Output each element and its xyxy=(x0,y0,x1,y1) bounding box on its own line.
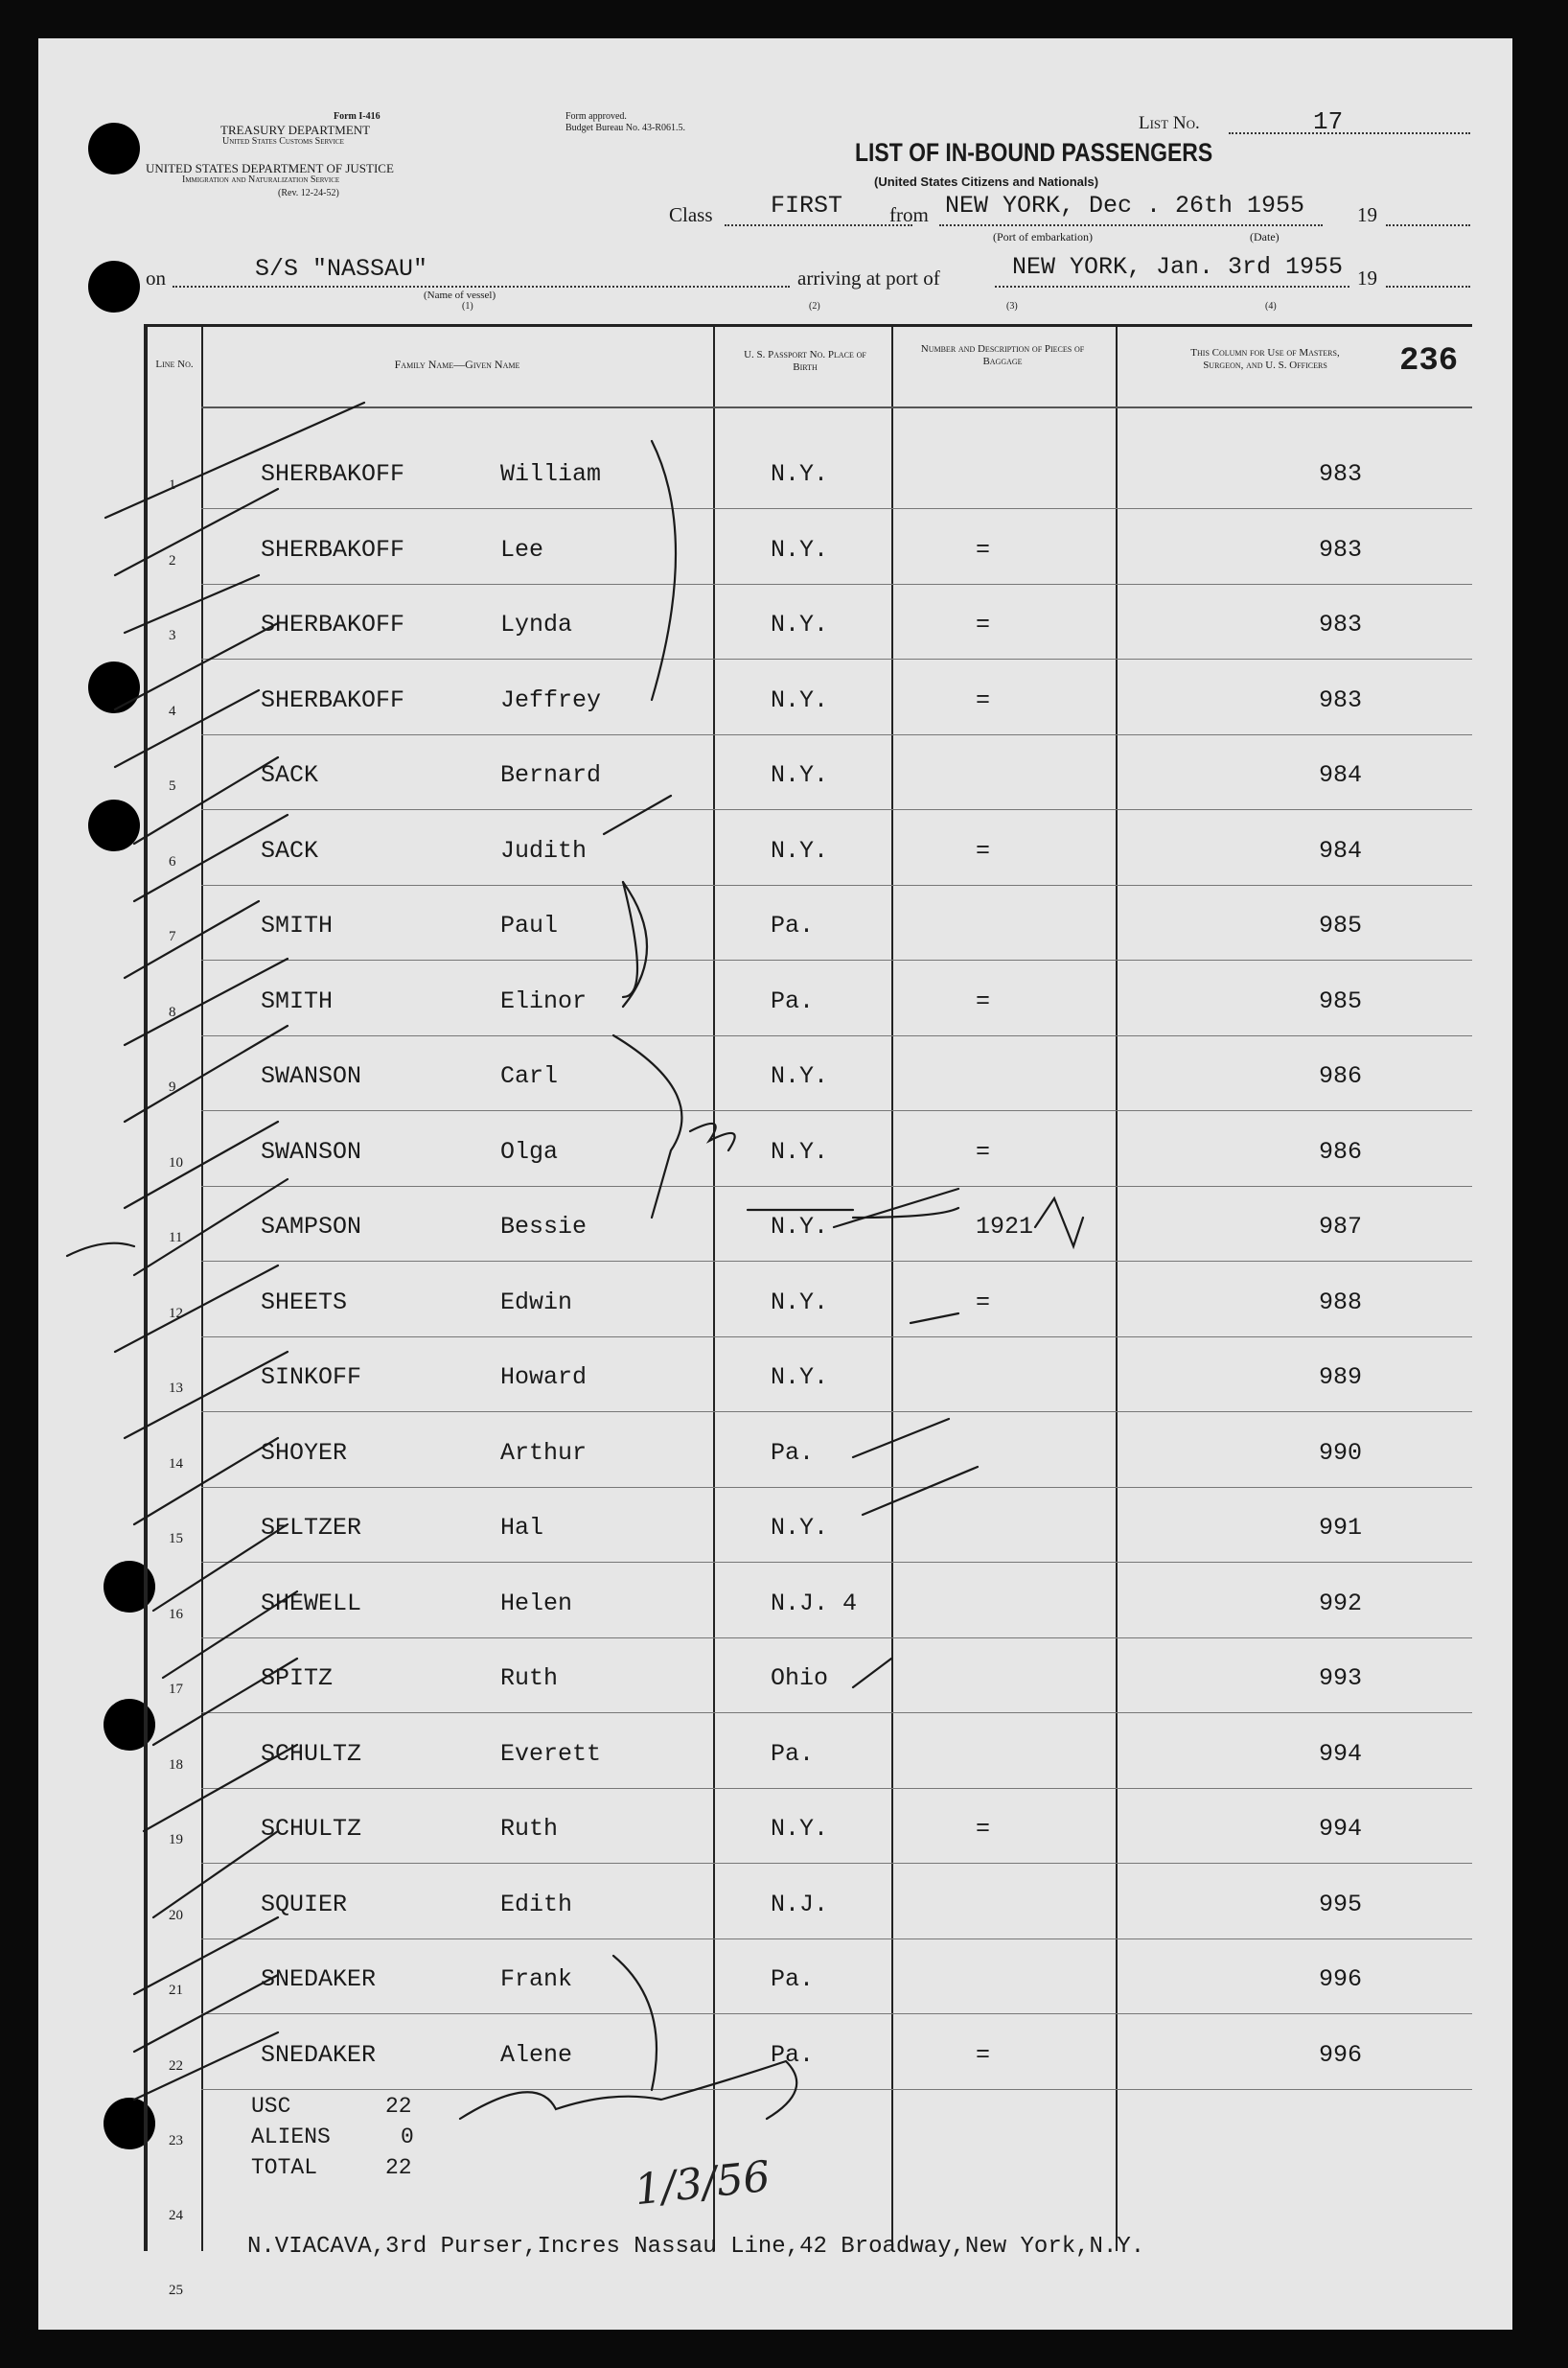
row-rule xyxy=(201,809,1472,810)
col-header-passport: U. S. Passport No. Place of Birth xyxy=(744,349,866,373)
punch-hole xyxy=(88,800,140,851)
place-of-birth: Pa. xyxy=(771,1965,815,1993)
line-number: 7 xyxy=(169,929,176,944)
usc-label: USC xyxy=(251,2094,291,2119)
class-label: Class xyxy=(669,203,713,226)
header-rule xyxy=(201,406,1472,408)
place-of-birth: N.Y. xyxy=(771,1062,829,1090)
given-name: Lynda xyxy=(500,611,573,638)
given-name: Lee xyxy=(500,535,544,564)
family-name: SMITH xyxy=(261,912,334,940)
place-of-birth: N.Y. xyxy=(771,1815,829,1843)
row-rule xyxy=(201,1336,1472,1337)
given-name: Edith xyxy=(500,1890,573,1918)
line-number: 20 xyxy=(169,1907,183,1923)
total-label: TOTAL xyxy=(251,2155,318,2180)
line-number: 22 xyxy=(169,2057,183,2074)
col-divider xyxy=(201,324,203,2251)
given-name: Paul xyxy=(500,912,559,940)
given-name: Judith xyxy=(500,836,588,865)
line-number: 2 xyxy=(169,552,176,569)
row-rule xyxy=(201,960,1472,961)
family-name: SMITH xyxy=(261,987,334,1015)
baggage: = xyxy=(976,2040,991,2069)
col-header-name: Family Name—Given Name xyxy=(394,358,520,371)
total-value: 22 xyxy=(385,2155,412,2180)
row-rule xyxy=(201,1186,1472,1187)
ins-service: Immigration and Naturalization Service xyxy=(182,174,340,185)
family-name: SACK xyxy=(261,836,319,865)
given-name: Helen xyxy=(500,1589,573,1617)
place-of-birth: Pa. xyxy=(771,2040,815,2069)
col-header-officers: This Column for Use of Masters, Surgeon, and U. S. Officers xyxy=(1190,347,1340,371)
line-number: 3 xyxy=(169,628,176,643)
baggage: = xyxy=(976,611,991,638)
vessel-name: S/S "NASSAU" xyxy=(255,255,428,283)
form-approved: Form approved. xyxy=(565,111,627,122)
family-name: SWANSON xyxy=(261,1062,362,1090)
aliens-value: 0 xyxy=(401,2124,414,2149)
class-value: FIRST xyxy=(771,192,843,220)
place-of-birth: N.Y. xyxy=(771,685,829,714)
place-of-birth: N.Y. xyxy=(771,611,829,638)
family-name: SCHULTZ xyxy=(261,1815,362,1843)
place-of-birth: N.J. xyxy=(771,1890,829,1918)
row-rule xyxy=(201,1261,1472,1262)
treasury-dept: TREASURY DEPARTMENT xyxy=(220,123,371,137)
officer-code: 986 xyxy=(1319,1137,1363,1166)
baggage: = xyxy=(976,836,991,865)
place-of-birth: N.Y. xyxy=(771,460,829,488)
signature-date: 1/3/56 xyxy=(632,2151,772,2216)
row-rule xyxy=(201,659,1472,660)
given-name: Arthur xyxy=(500,1438,588,1467)
family-name: SHEWELL xyxy=(261,1589,362,1617)
class-line xyxy=(725,224,912,226)
place-of-birth: N.Y. xyxy=(771,761,829,789)
officer-code: 996 xyxy=(1319,1965,1363,1993)
officer-code: 985 xyxy=(1319,987,1363,1015)
row-rule xyxy=(201,734,1472,735)
row-rule xyxy=(201,508,1472,509)
given-name: Edwin xyxy=(500,1288,573,1316)
row-rule xyxy=(201,1562,1472,1563)
place-of-birth: Pa. xyxy=(771,1438,815,1467)
officer-code: 992 xyxy=(1319,1589,1363,1617)
col-num-2: (2) xyxy=(809,301,820,312)
officer-code: 994 xyxy=(1319,1739,1363,1768)
row-rule xyxy=(201,885,1472,886)
col-header-baggage: Number and Description of Pieces of Baggage xyxy=(920,343,1085,367)
row-rule xyxy=(201,1788,1472,1789)
line-number: 4 xyxy=(169,703,176,719)
list-no-line xyxy=(1229,132,1470,134)
aliens-label: ALIENS xyxy=(251,2124,331,2149)
col-header-line: Line No. xyxy=(155,359,194,370)
place-of-birth: N.Y. xyxy=(771,1363,829,1391)
given-name: Ruth xyxy=(500,1815,559,1843)
officer-code: 993 xyxy=(1319,1664,1363,1692)
col-divider xyxy=(891,324,893,2251)
officer-code: 988 xyxy=(1319,1288,1363,1316)
family-name: SWANSON xyxy=(261,1137,362,1166)
given-name: Elinor xyxy=(500,987,588,1015)
line-number: 23 xyxy=(169,2133,183,2148)
arriving-value: NEW YORK, Jan. 3rd 1955 xyxy=(1012,253,1344,281)
row-rule xyxy=(201,584,1472,585)
col-num-4: (4) xyxy=(1265,301,1277,312)
budget-bureau: Budget Bureau No. 43-R061.5. xyxy=(565,123,685,133)
purser-footer: N.VIACAVA,3rd Purser,Incres Nassau Line,42 Broadway,New York,N.Y. xyxy=(247,2234,1145,2260)
baggage: = xyxy=(976,535,991,564)
officer-code: 983 xyxy=(1319,611,1363,638)
row-rule xyxy=(201,1110,1472,1111)
col-divider xyxy=(144,324,148,2251)
family-name: SAMPSON xyxy=(261,1213,362,1241)
given-name: Hal xyxy=(500,1514,544,1542)
line-number: 10 xyxy=(169,1154,183,1171)
officer-code: 984 xyxy=(1319,836,1363,865)
officer-code: 994 xyxy=(1319,1815,1363,1843)
given-name: Carl xyxy=(500,1062,559,1090)
place-of-birth: Pa. xyxy=(771,987,815,1015)
row-rule xyxy=(201,1411,1472,1412)
row-rule xyxy=(201,1637,1472,1638)
row-rule xyxy=(201,1487,1472,1488)
family-name: SELTZER xyxy=(261,1514,362,1542)
on-label: on xyxy=(146,267,166,290)
family-name: SQUIER xyxy=(261,1890,348,1918)
line-number: 6 xyxy=(169,853,176,870)
vessel-caption: (Name of vessel) xyxy=(424,290,496,301)
place-of-birth: N.Y. xyxy=(771,535,829,564)
col-num-3: (3) xyxy=(1006,301,1018,312)
row-rule xyxy=(201,2013,1472,2014)
list-no-label: List No. xyxy=(1139,113,1200,133)
given-name: Jeffrey xyxy=(500,685,602,714)
family-name: SINKOFF xyxy=(261,1363,362,1391)
officer-code: 985 xyxy=(1319,912,1363,940)
officer-code: 989 xyxy=(1319,1363,1363,1391)
row-rule xyxy=(201,1712,1472,1713)
given-name: Howard xyxy=(500,1363,588,1391)
family-name: SACK xyxy=(261,761,319,789)
justice-dept: UNITED STATES DEPARTMENT OF JUSTICE xyxy=(146,161,394,175)
baggage: = xyxy=(976,685,991,714)
line-number: 14 xyxy=(169,1455,183,1472)
col-divider xyxy=(1116,324,1118,2251)
place-of-birth: Pa. xyxy=(771,1739,815,1768)
line-number: 19 xyxy=(169,1832,183,1847)
place-of-birth: Ohio xyxy=(771,1664,829,1692)
punch-hole xyxy=(88,261,140,313)
punch-hole xyxy=(88,662,140,713)
date-caption: (Date) xyxy=(1250,230,1280,244)
line-number: 5 xyxy=(169,778,176,794)
officer-code: 983 xyxy=(1319,460,1363,488)
officer-code: 983 xyxy=(1319,685,1363,714)
year-line xyxy=(1386,224,1470,226)
place-of-birth: N.Y. xyxy=(771,836,829,865)
line-number: 11 xyxy=(169,1230,183,1245)
given-name: Bernard xyxy=(500,761,602,789)
year-line-2 xyxy=(1386,286,1470,288)
place-of-birth: N.Y. xyxy=(771,1288,829,1316)
revision: (Rev. 12-24-52) xyxy=(278,188,339,198)
given-name: Frank xyxy=(500,1965,573,1993)
officer-code: 991 xyxy=(1319,1514,1363,1542)
manifest-subtitle: (United States Citizens and Nationals) xyxy=(874,174,1099,189)
row-rule xyxy=(201,1863,1472,1864)
manifest-title: LIST OF IN-BOUND PASSENGERS xyxy=(855,138,1213,167)
usc-value: 22 xyxy=(385,2094,412,2119)
arriving-label: arriving at port of xyxy=(797,267,940,290)
row-rule xyxy=(201,2089,1472,2090)
line-number: 15 xyxy=(169,1531,183,1546)
officer-code: 987 xyxy=(1319,1213,1363,1241)
vessel-line xyxy=(173,286,790,288)
vessel-col: (1) xyxy=(462,301,473,312)
baggage: = xyxy=(976,1815,991,1843)
given-name: Everett xyxy=(500,1739,602,1768)
from-line xyxy=(939,224,1323,226)
customs-service: United States Customs Service xyxy=(222,136,344,147)
family-name: SHEETS xyxy=(261,1288,348,1316)
from-label: from xyxy=(889,203,929,226)
line-number: 12 xyxy=(169,1305,183,1321)
list-no-value: 17 xyxy=(1313,107,1344,136)
family-name: SHERBAKOFF xyxy=(261,460,405,488)
officer-code: 983 xyxy=(1319,535,1363,564)
punch-hole xyxy=(88,123,140,174)
baggage: 1921 xyxy=(976,1213,1034,1241)
officer-code: 996 xyxy=(1319,2040,1363,2069)
arriving-line xyxy=(995,286,1349,288)
col-divider xyxy=(713,324,715,2251)
given-name: Bessie xyxy=(500,1213,588,1241)
baggage: = xyxy=(976,1137,991,1166)
year-suffix-2: 19 xyxy=(1357,267,1377,290)
line-number: 13 xyxy=(169,1381,183,1396)
officer-code: 990 xyxy=(1319,1438,1363,1467)
family-name: SHOYER xyxy=(261,1438,348,1467)
line-number: 18 xyxy=(169,1756,183,1773)
line-number: 21 xyxy=(169,1983,183,1998)
place-of-birth: N.Y. xyxy=(771,1514,829,1542)
family-name: SHERBAKOFF xyxy=(261,611,405,638)
place-of-birth: Pa. xyxy=(771,912,815,940)
family-name: SHERBAKOFF xyxy=(261,535,405,564)
place-of-birth: N.Y. xyxy=(771,1137,829,1166)
given-name: Olga xyxy=(500,1137,559,1166)
line-number: 9 xyxy=(169,1080,176,1095)
line-number: 16 xyxy=(169,1606,183,1622)
family-name: SHERBAKOFF xyxy=(261,685,405,714)
given-name: William xyxy=(500,460,602,488)
manifest-page xyxy=(38,38,1512,2330)
line-number: 24 xyxy=(169,2208,183,2223)
page-number: 236 xyxy=(1399,343,1459,380)
given-name: Alene xyxy=(500,2040,573,2069)
officer-code: 984 xyxy=(1319,761,1363,789)
family-name: SNEDAKER xyxy=(261,1965,377,1993)
row-rule xyxy=(201,1035,1472,1036)
place-of-birth: N.Y. xyxy=(771,1213,829,1241)
line-number: 25 xyxy=(169,2283,183,2298)
from-value: NEW YORK, Dec . 26th 1955 xyxy=(945,192,1305,220)
place-of-birth: N.J. 4 xyxy=(771,1589,858,1617)
form-number: Form I-416 xyxy=(334,111,380,122)
baggage: = xyxy=(976,987,991,1015)
family-name: SPITZ xyxy=(261,1664,334,1692)
line-number: 17 xyxy=(169,1682,183,1697)
baggage: = xyxy=(976,1288,991,1316)
line-number: 8 xyxy=(169,1004,176,1020)
port-embark-caption: (Port of embarkation) xyxy=(993,230,1093,244)
family-name: SCHULTZ xyxy=(261,1739,362,1768)
family-name: SNEDAKER xyxy=(261,2040,377,2069)
officer-code: 986 xyxy=(1319,1062,1363,1090)
officer-code: 995 xyxy=(1319,1890,1363,1918)
given-name: Ruth xyxy=(500,1664,559,1692)
year-suffix: 19 xyxy=(1357,203,1377,226)
line-number: 1 xyxy=(169,477,176,493)
